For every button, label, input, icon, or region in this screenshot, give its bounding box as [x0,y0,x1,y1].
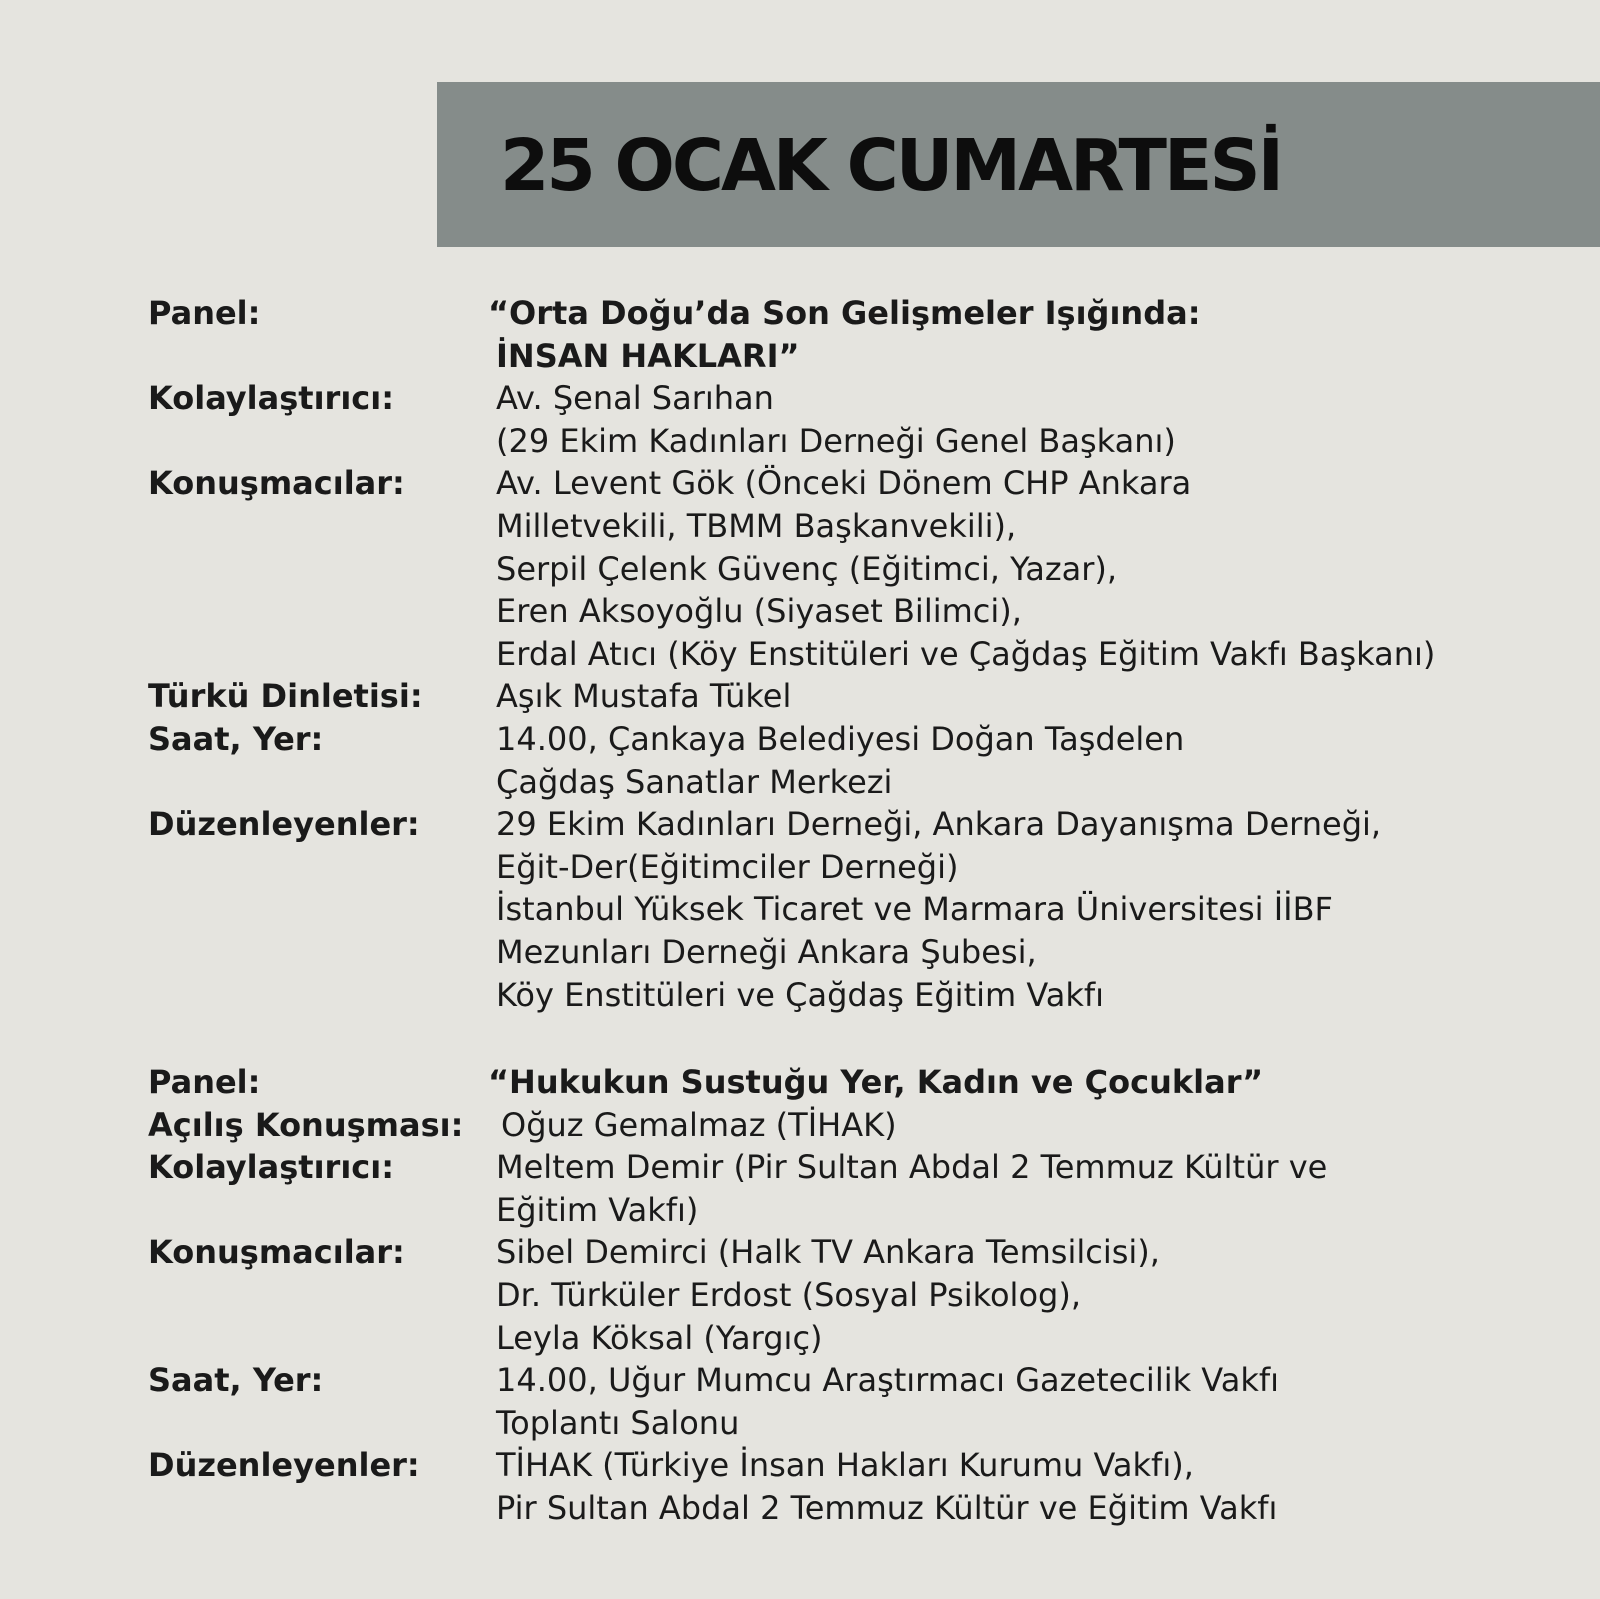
speaker-line: Milletvekili, TBMM Başkanvekili), [496,506,1017,545]
time-place-row [148,1359,1568,1444]
speaker-line: Av. Levent Gök (Önceki Dönem CHP Ankara [496,464,1192,503]
time-place-line: 14.00, Uğur Mumcu Araştırmacı Gazetecilik Vakfı [496,1361,1279,1400]
panel-label: Panel: [148,1063,261,1101]
speaker-line: Leyla Köksal (Yargıç) [496,1318,823,1357]
time-place-row [148,718,1568,803]
organizers-label: Düzenleyenler: [148,1446,420,1485]
facilitator-line: Av. Şenal Sarıhan [496,379,774,418]
organizer-line: 29 Ekim Kadınları Derneği, Ankara Dayanışma Derneği, [496,805,1382,844]
facilitator-line: (29 Ekim Kadınları Derneği Genel Başkanı) [496,421,1176,460]
panel-row [148,292,1568,377]
organizer-line: Köy Enstitüleri ve Çağdaş Eğitim Vakfı [496,975,1105,1014]
organizers-value [496,1444,1277,1529]
panel-section-2 [148,1061,1568,1530]
organizer-line: TİHAK (Türkiye İnsan Hakları Kurumu Vakfı), [496,1446,1194,1485]
speakers-value [496,462,1435,675]
speakers-row [148,462,1568,675]
facilitator-row [148,1146,1568,1231]
speaker-line: Erdal Atıcı (Köy Enstitüleri ve Çağdaş Eğitim Vakfı Başkanı) [496,634,1436,673]
organizer-line: Mezunları Derneği Ankara Şubesi, [496,932,1037,971]
speaker-line: Dr. Türküler Erdost (Sosyal Psikolog), [496,1275,1081,1314]
panel-title-line: İNSAN HAKLARI” [496,336,800,375]
facilitator-value [496,1146,1327,1231]
panel-title [488,1061,1263,1104]
time-place-line: Toplantı Salonu [496,1403,740,1442]
facilitator-label: Kolaylaştırıcı: [148,1148,395,1187]
opening-speech-label: Açılış Konuşması: [148,1105,464,1144]
panel-title-line: “Orta Doğu’da Son Gelişmeler Işığında: [488,294,1201,332]
organizers-value [496,803,1381,1016]
speaker-line: Eren Aksoyoğlu (Siyaset Bilimci), [496,592,1022,631]
facilitator-line: Meltem Demir (Pir Sultan Abdal 2 Temmuz Kültür ve [496,1148,1328,1187]
panel-title-line: “Hukukun Sustuğu Yer, Kadın ve Çocuklar” [488,1063,1264,1101]
time-place-label: Saat, Yer: [148,1361,324,1400]
time-place-label: Saat, Yer: [148,719,324,758]
speakers-label: Konuşmacılar: [148,464,405,503]
organizer-line: Eğit-Der(Eğitimciler Derneği) [496,847,959,886]
time-place-line: Çağdaş Sanatlar Merkezi [496,762,893,801]
speaker-line: Sibel Demirci (Halk TV Ankara Temsilcisi), [496,1233,1160,1272]
time-place-line: 14.00, Çankaya Belediyesi Doğan Taşdelen [496,719,1185,758]
time-place-value [496,1359,1279,1444]
time-place-value [496,718,1184,803]
organizer-line: İstanbul Yüksek Ticaret ve Marmara Üniversitesi İİBF [496,890,1333,929]
opening-speech-value [501,1104,897,1147]
organizer-line: Pir Sultan Abdal 2 Temmuz Kültür ve Eğitim Vakfı [496,1488,1278,1527]
facilitator-label: Kolaylaştırıcı: [148,379,395,418]
facilitator-row [148,377,1568,462]
speakers-label: Konuşmacılar: [148,1233,405,1272]
speakers-row [148,1231,1568,1359]
facilitator-line: Eğitim Vakfı) [496,1190,699,1229]
header-band [437,82,1600,247]
folk-music-label: Türkü Dinletisi: [148,677,423,716]
organizers-row [148,1444,1568,1529]
folk-music-row [148,675,1568,718]
panel-section-1 [148,292,1568,1016]
panel-title [488,292,1201,377]
page-title: 25 OCAK CUMARTESİ [500,124,1281,207]
speakers-value [496,1231,1160,1359]
folk-music-value [496,675,791,718]
opening-speech-row [148,1104,1568,1147]
opening-speech-line: Oğuz Gemalmaz (TİHAK) [501,1105,897,1144]
panel-label: Panel: [148,294,261,332]
facilitator-value [496,377,1176,462]
organizers-row [148,803,1568,1016]
speaker-line: Serpil Çelenk Güvenç (Eğitimci, Yazar), [496,549,1118,588]
panel-row [148,1061,1568,1104]
folk-music-line: Aşık Mustafa Tükel [496,677,792,716]
organizers-label: Düzenleyenler: [148,805,420,844]
